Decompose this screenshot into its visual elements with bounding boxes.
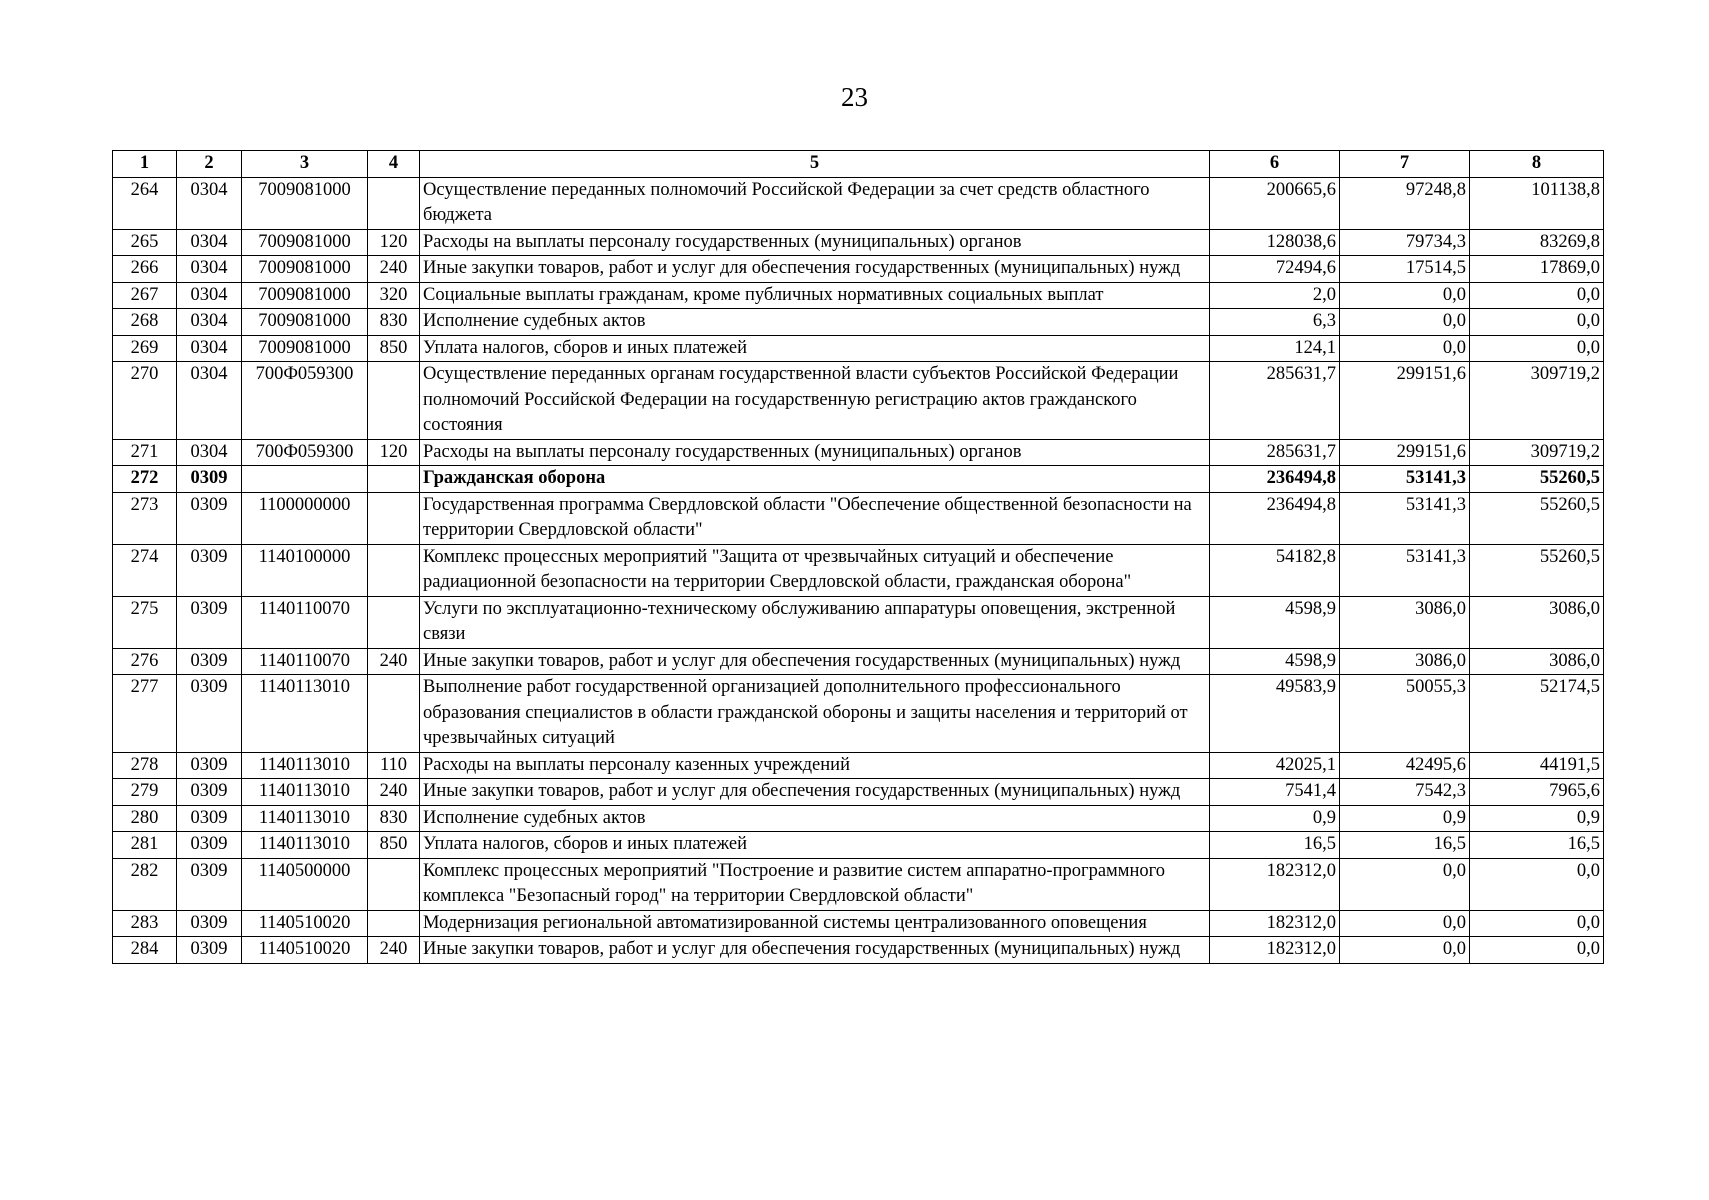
table-row (113, 309, 1604, 336)
target-article-cell: 1140110070 (242, 596, 368, 648)
table-row (113, 832, 1604, 859)
amount-col8-cell: 101138,8 (1470, 177, 1604, 229)
section-code-cell: 0309 (177, 858, 242, 910)
section-code-cell: 0309 (177, 752, 242, 779)
table-row (113, 910, 1604, 937)
amount-col8-cell: 7965,6 (1470, 779, 1604, 806)
target-article-cell: 7009081000 (242, 177, 368, 229)
budget-table (112, 150, 1604, 964)
table-row (113, 177, 1604, 229)
header-row (113, 151, 1604, 178)
amount-col8-cell: 52174,5 (1470, 675, 1604, 753)
item-name-cell: Уплата налогов, сборов и иных платежей (420, 832, 1210, 859)
amount-col6-cell: 0,9 (1210, 805, 1340, 832)
row-number-cell: 275 (113, 596, 177, 648)
row-number-cell: 266 (113, 256, 177, 283)
section-code-cell: 0304 (177, 256, 242, 283)
table-row (113, 544, 1604, 596)
item-name-cell: Исполнение судебных актов (420, 309, 1210, 336)
expense-type-cell: 240 (368, 256, 420, 283)
section-code-cell: 0309 (177, 937, 242, 964)
target-article-cell: 7009081000 (242, 256, 368, 283)
amount-col8-cell: 309719,2 (1470, 362, 1604, 440)
amount-col8-cell: 55260,5 (1470, 544, 1604, 596)
target-article-cell: 1140510020 (242, 937, 368, 964)
expense-type-cell (368, 466, 420, 493)
column-header: 7 (1340, 151, 1470, 178)
section-code-cell: 0309 (177, 466, 242, 493)
expense-type-cell: 830 (368, 309, 420, 336)
row-number-cell: 283 (113, 910, 177, 937)
section-code-cell: 0309 (177, 648, 242, 675)
table-row (113, 282, 1604, 309)
amount-col8-cell: 0,0 (1470, 335, 1604, 362)
target-article-cell: 1140113010 (242, 779, 368, 806)
amount-col6-cell: 54182,8 (1210, 544, 1340, 596)
row-number-cell: 264 (113, 177, 177, 229)
row-number-cell: 279 (113, 779, 177, 806)
section-code-cell: 0304 (177, 282, 242, 309)
row-number-cell: 281 (113, 832, 177, 859)
amount-col6-cell: 2,0 (1210, 282, 1340, 309)
expense-type-cell: 120 (368, 439, 420, 466)
section-code-cell: 0309 (177, 805, 242, 832)
section-code-cell: 0304 (177, 229, 242, 256)
amount-col6-cell: 6,3 (1210, 309, 1340, 336)
expense-type-cell (368, 544, 420, 596)
table-row (113, 492, 1604, 544)
amount-col8-cell: 3086,0 (1470, 648, 1604, 675)
item-name-cell: Осуществление переданных полномочий Российской Федерации за счет средств областного бюджета (420, 177, 1210, 229)
amount-col6-cell: 128038,6 (1210, 229, 1340, 256)
item-name-cell: Выполнение работ государственной организацией дополнительного профессионального образования специалистов в области гражданской обороны и защиты населения и территорий от чрезвычайных ситуаций (420, 675, 1210, 753)
amount-col7-cell: 42495,6 (1340, 752, 1470, 779)
amount-col7-cell: 17514,5 (1340, 256, 1470, 283)
amount-col6-cell: 182312,0 (1210, 937, 1340, 964)
amount-col7-cell: 299151,6 (1340, 362, 1470, 440)
expense-type-cell (368, 177, 420, 229)
table-row (113, 937, 1604, 964)
row-number-cell: 278 (113, 752, 177, 779)
row-number-cell: 269 (113, 335, 177, 362)
expense-type-cell (368, 675, 420, 753)
amount-col6-cell: 236494,8 (1210, 466, 1340, 493)
page-number: 23 (841, 82, 868, 112)
column-header: 8 (1470, 151, 1604, 178)
row-number-cell: 277 (113, 675, 177, 753)
expense-type-cell: 240 (368, 779, 420, 806)
amount-col8-cell: 44191,5 (1470, 752, 1604, 779)
column-header: 5 (420, 151, 1210, 178)
expense-type-cell (368, 492, 420, 544)
amount-col6-cell: 182312,0 (1210, 910, 1340, 937)
table-row (113, 362, 1604, 440)
amount-col6-cell: 285631,7 (1210, 439, 1340, 466)
section-code-cell: 0304 (177, 177, 242, 229)
amount-col6-cell: 4598,9 (1210, 648, 1340, 675)
row-number-cell: 276 (113, 648, 177, 675)
table-row (113, 439, 1604, 466)
amount-col7-cell: 53141,3 (1340, 492, 1470, 544)
table-row (113, 596, 1604, 648)
amount-col6-cell: 42025,1 (1210, 752, 1340, 779)
amount-col7-cell: 299151,6 (1340, 439, 1470, 466)
table-body (113, 177, 1604, 963)
item-name-cell: Социальные выплаты гражданам, кроме публичных нормативных социальных выплат (420, 282, 1210, 309)
table-row (113, 648, 1604, 675)
target-article-cell: 1140500000 (242, 858, 368, 910)
target-article-cell: 1140113010 (242, 675, 368, 753)
amount-col8-cell: 3086,0 (1470, 596, 1604, 648)
column-header: 4 (368, 151, 420, 178)
amount-col7-cell: 0,0 (1340, 937, 1470, 964)
amount-col8-cell: 0,0 (1470, 858, 1604, 910)
row-number-cell: 282 (113, 858, 177, 910)
table-row (113, 752, 1604, 779)
target-article-cell: 1140510020 (242, 910, 368, 937)
item-name-cell: Государственная программа Свердловской области "Обеспечение общественной безопасности на территории Свердловской области" (420, 492, 1210, 544)
expense-type-cell (368, 362, 420, 440)
table-row (113, 256, 1604, 283)
expense-type-cell (368, 596, 420, 648)
amount-col7-cell: 53141,3 (1340, 466, 1470, 493)
target-article-cell: 7009081000 (242, 229, 368, 256)
expense-type-cell: 850 (368, 832, 420, 859)
row-number-cell: 265 (113, 229, 177, 256)
amount-col6-cell: 200665,6 (1210, 177, 1340, 229)
expense-type-cell: 240 (368, 937, 420, 964)
row-number-cell: 267 (113, 282, 177, 309)
item-name-cell: Услуги по эксплуатационно-техническому обслуживанию аппаратуры оповещения, экстренной связи (420, 596, 1210, 648)
target-article-cell: 1140113010 (242, 752, 368, 779)
table-row (113, 335, 1604, 362)
amount-col8-cell: 309719,2 (1470, 439, 1604, 466)
table-row (113, 805, 1604, 832)
amount-col7-cell: 16,5 (1340, 832, 1470, 859)
amount-col8-cell: 16,5 (1470, 832, 1604, 859)
row-number-cell: 270 (113, 362, 177, 440)
amount-col7-cell: 0,0 (1340, 858, 1470, 910)
amount-col7-cell: 0,0 (1340, 282, 1470, 309)
item-name-cell: Комплекс процессных мероприятий "Защита от чрезвычайных ситуаций и обеспечение радиационной безопасности на территории Свердловской области, гражданская оборона" (420, 544, 1210, 596)
amount-col6-cell: 16,5 (1210, 832, 1340, 859)
item-name-cell: Гражданская оборона (420, 466, 1210, 493)
expense-type-cell: 120 (368, 229, 420, 256)
item-name-cell: Иные закупки товаров, работ и услуг для обеспечения государственных (муниципальных) нужд (420, 648, 1210, 675)
amount-col7-cell: 97248,8 (1340, 177, 1470, 229)
amount-col6-cell: 236494,8 (1210, 492, 1340, 544)
amount-col6-cell: 182312,0 (1210, 858, 1340, 910)
item-name-cell: Исполнение судебных актов (420, 805, 1210, 832)
section-code-cell: 0304 (177, 309, 242, 336)
column-header: 6 (1210, 151, 1340, 178)
column-header: 3 (242, 151, 368, 178)
item-name-cell: Уплата налогов, сборов и иных платежей (420, 335, 1210, 362)
expense-type-cell: 110 (368, 752, 420, 779)
item-name-cell: Расходы на выплаты персоналу государственных (муниципальных) органов (420, 229, 1210, 256)
target-article-cell: 1140113010 (242, 832, 368, 859)
target-article-cell: 1140110070 (242, 648, 368, 675)
table-row (113, 858, 1604, 910)
amount-col8-cell: 0,0 (1470, 910, 1604, 937)
amount-col8-cell: 55260,5 (1470, 492, 1604, 544)
table-row (113, 675, 1604, 753)
section-code-cell: 0304 (177, 335, 242, 362)
amount-col6-cell: 124,1 (1210, 335, 1340, 362)
item-name-cell: Иные закупки товаров, работ и услуг для обеспечения государственных (муниципальных) нужд (420, 256, 1210, 283)
target-article-cell: 7009081000 (242, 335, 368, 362)
column-header: 1 (113, 151, 177, 178)
expense-type-cell: 320 (368, 282, 420, 309)
row-number-cell: 280 (113, 805, 177, 832)
table-row (113, 779, 1604, 806)
item-name-cell: Иные закупки товаров, работ и услуг для обеспечения государственных (муниципальных) нужд (420, 937, 1210, 964)
expense-type-cell: 240 (368, 648, 420, 675)
item-name-cell: Расходы на выплаты персоналу казенных учреждений (420, 752, 1210, 779)
amount-col7-cell: 7542,3 (1340, 779, 1470, 806)
expense-type-cell: 830 (368, 805, 420, 832)
amount-col8-cell: 0,0 (1470, 309, 1604, 336)
amount-col7-cell: 79734,3 (1340, 229, 1470, 256)
amount-col8-cell: 17869,0 (1470, 256, 1604, 283)
amount-col7-cell: 0,0 (1340, 309, 1470, 336)
amount-col6-cell: 49583,9 (1210, 675, 1340, 753)
amount-col8-cell: 55260,5 (1470, 466, 1604, 493)
row-number-cell: 271 (113, 439, 177, 466)
amount-col6-cell: 285631,7 (1210, 362, 1340, 440)
amount-col8-cell: 83269,8 (1470, 229, 1604, 256)
expense-type-cell (368, 858, 420, 910)
amount-col8-cell: 0,0 (1470, 282, 1604, 309)
target-article-cell: 700Ф059300 (242, 362, 368, 440)
expense-type-cell (368, 910, 420, 937)
expense-type-cell: 850 (368, 335, 420, 362)
table-row (113, 229, 1604, 256)
target-article-cell: 1100000000 (242, 492, 368, 544)
section-code-cell: 0309 (177, 832, 242, 859)
row-number-cell: 272 (113, 466, 177, 493)
row-number-cell: 268 (113, 309, 177, 336)
column-header: 2 (177, 151, 242, 178)
item-name-cell: Иные закупки товаров, работ и услуг для обеспечения государственных (муниципальных) нужд (420, 779, 1210, 806)
amount-col7-cell: 0,9 (1340, 805, 1470, 832)
table-row (113, 466, 1604, 493)
amount-col8-cell: 0,9 (1470, 805, 1604, 832)
amount-col7-cell: 0,0 (1340, 335, 1470, 362)
amount-col6-cell: 7541,4 (1210, 779, 1340, 806)
item-name-cell: Модернизация региональной автоматизированной системы централизованного оповещения (420, 910, 1210, 937)
section-code-cell: 0309 (177, 544, 242, 596)
target-article-cell: 1140100000 (242, 544, 368, 596)
amount-col7-cell: 50055,3 (1340, 675, 1470, 753)
target-article-cell: 7009081000 (242, 309, 368, 336)
target-article-cell: 1140113010 (242, 805, 368, 832)
amount-col8-cell: 0,0 (1470, 937, 1604, 964)
section-code-cell: 0309 (177, 910, 242, 937)
target-article-cell (242, 466, 368, 493)
target-article-cell: 7009081000 (242, 282, 368, 309)
amount-col6-cell: 72494,6 (1210, 256, 1340, 283)
amount-col7-cell: 3086,0 (1340, 596, 1470, 648)
row-number-cell: 273 (113, 492, 177, 544)
section-code-cell: 0304 (177, 439, 242, 466)
section-code-cell: 0309 (177, 675, 242, 753)
section-code-cell: 0309 (177, 596, 242, 648)
section-code-cell: 0309 (177, 492, 242, 544)
item-name-cell: Осуществление переданных органам государственной власти субъектов Российской Федерации полномочий Российской Федерации на государственную регистрацию актов гражданского состояния (420, 362, 1210, 440)
amount-col7-cell: 3086,0 (1340, 648, 1470, 675)
amount-col6-cell: 4598,9 (1210, 596, 1340, 648)
target-article-cell: 700Ф059300 (242, 439, 368, 466)
amount-col7-cell: 53141,3 (1340, 544, 1470, 596)
item-name-cell: Комплекс процессных мероприятий "Построение и развитие систем аппаратно-программного комплекса "Безопасный город" на территории Свердловской области" (420, 858, 1210, 910)
row-number-cell: 284 (113, 937, 177, 964)
row-number-cell: 274 (113, 544, 177, 596)
section-code-cell: 0304 (177, 362, 242, 440)
section-code-cell: 0309 (177, 779, 242, 806)
item-name-cell: Расходы на выплаты персоналу государственных (муниципальных) органов (420, 439, 1210, 466)
amount-col7-cell: 0,0 (1340, 910, 1470, 937)
